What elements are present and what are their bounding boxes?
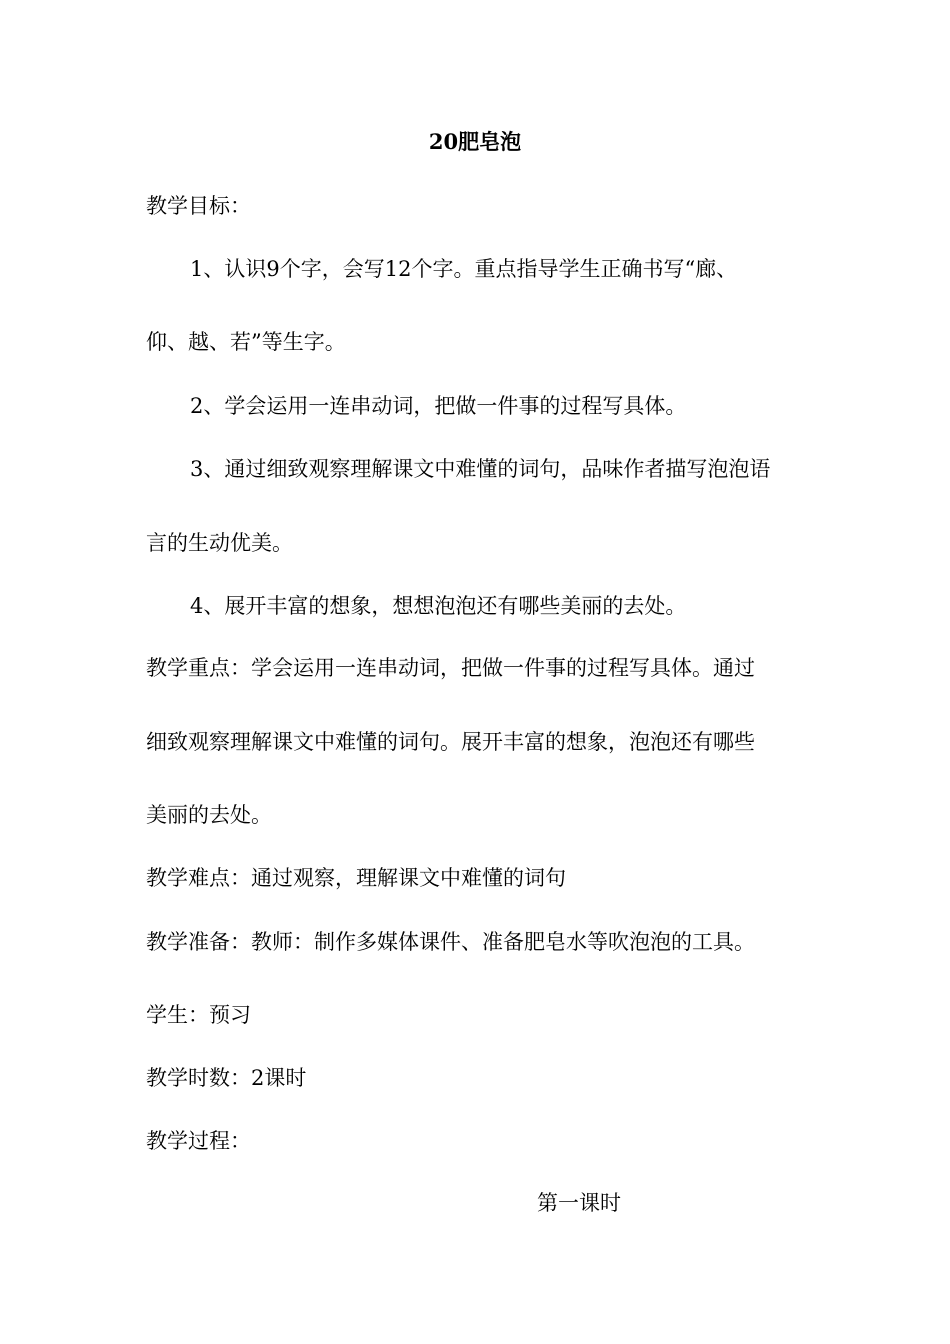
objective-2: 2、学会运用一连串动词，把做一件事的过程写具体。	[190, 394, 687, 418]
objective-3-line1: 3、通过细致观察理解课文中难懂的词句，品味作者描写泡泡语	[190, 457, 771, 481]
student-prep: 学生：预习	[146, 1003, 251, 1027]
preparation: 教学准备：教师：制作多媒体课件、准备肥皂水等吹泡泡的工具。	[146, 930, 755, 954]
key-points-line3: 美丽的去处。	[146, 803, 272, 827]
key-points-line2: 细致观察理解课文中难懂的词句。展开丰富的想象，泡泡还有哪些	[146, 730, 755, 754]
objective-4: 4、展开丰富的想象，想想泡泡还有哪些美丽的去处。	[190, 594, 687, 618]
document-title: 20肥皂泡	[428, 129, 522, 154]
key-points-line1: 教学重点：学会运用一连串动词，把做一件事的过程写具体。通过	[146, 656, 755, 680]
session-label: 第一课时	[537, 1191, 621, 1215]
teaching-hours: 教学时数：2课时	[146, 1066, 307, 1090]
difficulties: 教学难点：通过观察，理解课文中难懂的词句	[146, 866, 566, 890]
objective-1-line1: 1、认识9个字，会写12个字。重点指导学生正确书写“廊、	[190, 257, 738, 281]
objective-1-line2: 仰、越、若”等生字。	[146, 330, 346, 354]
process-heading: 教学过程：	[146, 1129, 251, 1153]
objectives-heading: 教学目标：	[146, 194, 251, 218]
objective-3-line2: 言的生动优美。	[146, 531, 293, 555]
